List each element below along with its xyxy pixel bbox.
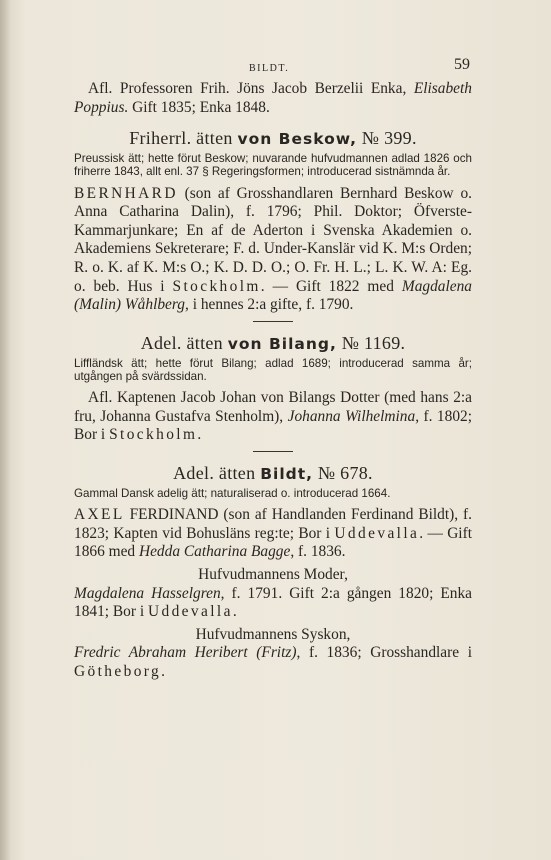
bildt-family-name: Bildt, <box>260 464 314 483</box>
mother-name: Magdalena Hasselgren <box>74 584 221 602</box>
elisabeth-poppius: Elisabeth Poppius. <box>74 80 472 116</box>
bilang-note: Liffländsk ätt; hette förut Bilang; adlad 1689; introducerad samma år; utgången på svärdssidan. <box>74 356 472 383</box>
running-header <box>74 56 472 80</box>
siblings-heading: Hufvudmannens Syskon, <box>195 625 351 643</box>
divider-rule <box>253 451 293 452</box>
page-content <box>74 56 472 681</box>
mother-city: Uddevalla <box>147 603 233 621</box>
gotheborg-city: Götheborg <box>74 662 162 680</box>
mother-heading: Hufvudmannens Moder, <box>198 565 348 583</box>
johanna-wilhelmina: Johanna Wilhelmina <box>287 407 416 425</box>
beskow-entry: BERNHARD (son af Grosshandlaren Bernhard Beskow o. Anna Catharina Dalin), f. 1796; Phil. Doktor; Öfverste-Kammarjunkare; En af de Aderton i Svenska Akademien o. Akademiens Sekreterare; F. d. Under-Kanslär vid K. M:s Orden; R. o. K. af K. M:s O.; K. D. D. O.; O. Fr. H. L.; L. K. W. A: Eg. o. beb. Hus i Stockholm. — Gift 1822 med Magdalena (Malin) Wåhlberg, i hennes 2:a gifte, f. 1790. <box>74 184 472 314</box>
sibling-entry: Fredric Abraham Heribert (Fritz), f. 1836; Grosshandlare i Götheborg. <box>74 644 472 680</box>
uddevalla-city: Uddevalla <box>334 524 420 542</box>
beskow-family-name: von Beskow, <box>237 130 357 149</box>
page-spine <box>0 0 10 860</box>
divider-rule <box>253 321 293 322</box>
running-head: BILDT. <box>249 63 290 74</box>
axel-name: AXEL <box>74 506 125 524</box>
bilang-city: Stockholm <box>109 426 198 444</box>
page-number: 59 <box>454 56 470 73</box>
mother-entry: Magdalena Hasselgren, f. 1791. Gift 2:a gången 1820; Enka 1841; Bor i Uddevalla. <box>74 584 473 621</box>
beskow-note: Preussisk ätt; hette förut Beskow; nuvarande hufvudmannen adlad 1826 och friherre 1843, allt enl. 37 § Regeringsformen; introducerad sistnämnda år. <box>74 152 472 179</box>
bildt-wife: Hedda Catharina Bagge <box>138 543 291 561</box>
bilang-family-name: von Bilang, <box>227 334 337 353</box>
beskow-heading: Friherrl. ätten von Beskow, № 399. <box>129 128 417 149</box>
berzelius-entry: Afl. Professoren Frih. Jöns Jacob Berzelii Enka, Elisabeth Poppius. Gift 1835; Enka 1848. <box>74 80 472 116</box>
bildt-heading: Adel. ätten Bildt, № 678. <box>173 462 373 483</box>
bernhard-name: BERNHARD <box>74 184 178 202</box>
stockholm-city: Stockholm <box>172 277 261 295</box>
bilang-entry: Afl. Kaptenen Jacob Johan von Bilangs Dotter (med hans 2:a fru, Johanna Gustafva Stenholm), Johanna Wilhelmina, f. 1802; Bor i Stockholm. <box>74 389 472 444</box>
sibling-name: Fredric Abraham Heribert (Fritz) <box>74 644 297 662</box>
bildt-note: Gammal Dansk adelig ätt; naturaliserad o. introducerad 1664. <box>74 486 391 500</box>
bilang-heading: Adel. ätten von Bilang, № 1169. <box>140 332 406 353</box>
beskow-wife: Magdalena (Malin) Wåhlberg <box>74 277 472 314</box>
bildt-entry: AXEL FERDINAND (son af Handlanden Ferdinand Bildt), f. 1823; Kapten vid Bohusläns reg:te; Bor i Uddevalla. — Gift 1866 med Hedda Catharina Bagge, f. 1836. <box>74 506 472 561</box>
